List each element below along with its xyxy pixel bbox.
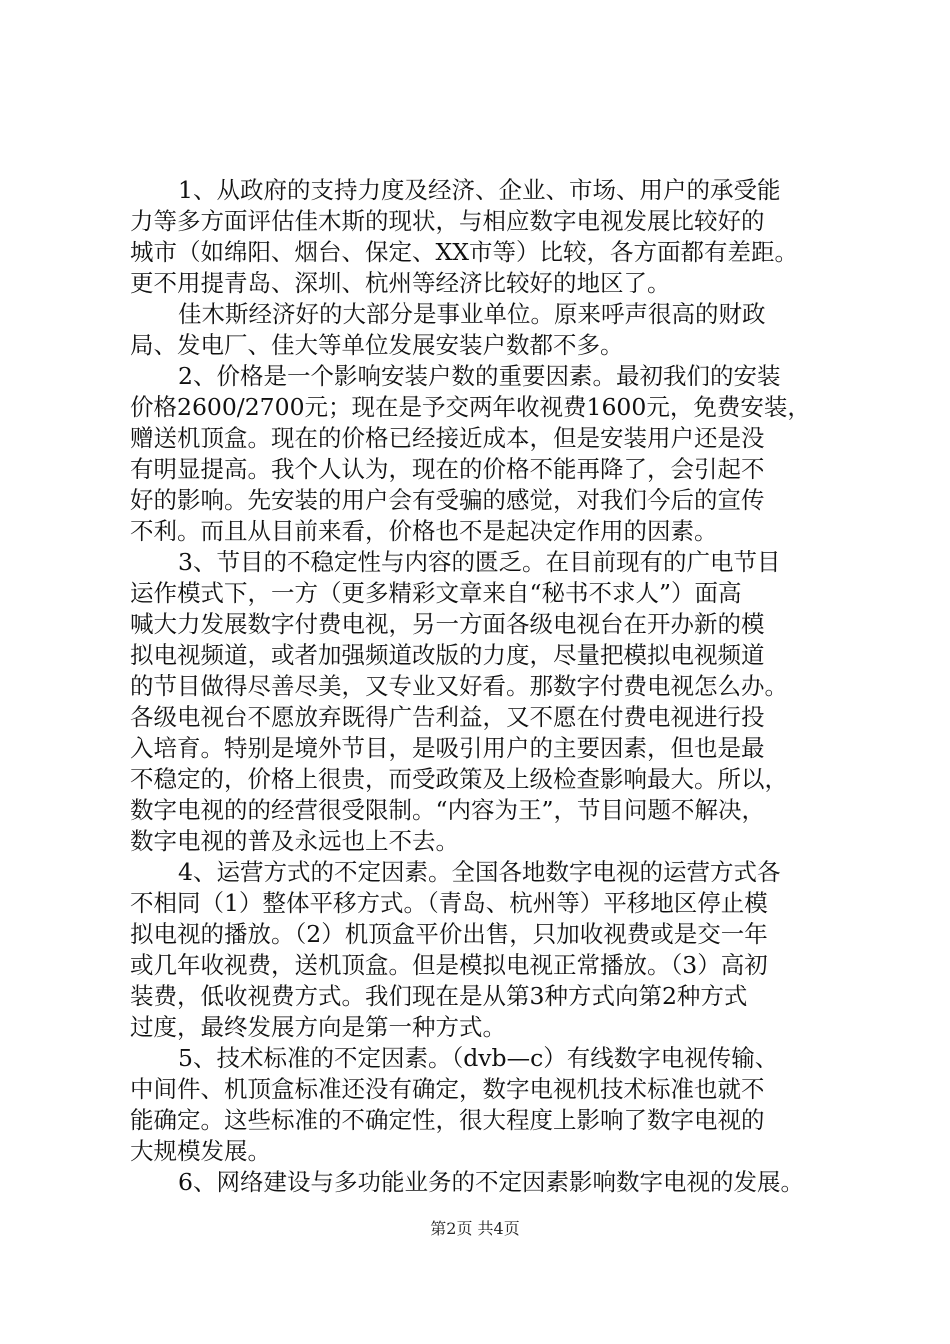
text-line: 4、运营方式的不定因素。全国各地数字电视的运营方式各: [178, 858, 781, 886]
text-line: 局、发电厂、佳大等单位发展安装户数都不多。: [130, 331, 624, 359]
text-line: 过度，最终发展方向是第一种方式。: [130, 1013, 506, 1041]
text-line: 更不用提青岛、深圳、杭州等经济比较好的地区了。: [130, 269, 671, 297]
text-line: 装费，低收视费方式。我们现在是从第3种方式向第2种方式: [130, 982, 748, 1010]
text-line: 的节目做得尽善尽美，又专业又好看。那数字付费电视怎么办。: [130, 672, 788, 700]
text-line: 有明显提高。我个人认为，现在的价格不能再降了，会引起不: [130, 455, 765, 483]
text-line: 佳木斯经济好的大部分是事业单位。原来呼声很高的财政: [178, 300, 766, 328]
text-line: 不稳定的，价格上很贵，而受政策及上级检查影响最大。所以，: [130, 765, 788, 793]
text-line: 入培育。特别是境外节目，是吸引用户的主要因素，但也是最: [130, 734, 765, 762]
text-line: 能确定。这些标准的不确定性，很大程度上影响了数字电视的: [130, 1106, 765, 1134]
text-line: 好的影响。先安装的用户会有受骗的感觉，对我们今后的宣传: [130, 486, 765, 514]
text-line: 力等多方面评估佳木斯的现状，与相应数字电视发展比较好的: [130, 207, 765, 235]
text-line: 2、价格是一个影响安装户数的重要因素。最初我们的安装: [178, 362, 781, 390]
text-line: 大规模发展。: [130, 1137, 271, 1165]
text-line: 6、网络建设与多功能业务的不定因素影响数字电视的发展。: [178, 1168, 804, 1196]
text-line: 1、从政府的支持力度及经济、企业、市场、用户的承受能: [178, 176, 781, 204]
text-line: 数字电视的普及永远也上不去。: [130, 827, 459, 855]
text-line: 价格2600/2700元；现在是予交两年收视费1600元，免费安装，: [130, 393, 811, 421]
text-line: 拟电视频道，或者加强频道改版的力度，尽量把模拟电视频道: [130, 641, 765, 669]
text-line: 中间件、机顶盒标准还没有确定，数字电视机技术标准也就不: [130, 1075, 765, 1103]
text-line: 或几年收视费，送机顶盒。但是模拟电视正常播放。（3）高初: [130, 951, 768, 979]
text-line: 不利。而且从目前来看，价格也不是起决定作用的因素。: [130, 517, 718, 545]
text-line: 5、技术标准的不定因素。（dvb—c）有线数字电视传输、: [178, 1044, 779, 1072]
text-line: 3、节目的不稳定性与内容的匮乏。在目前现有的广电节目: [178, 548, 781, 576]
text-line: 不相同（1）整体平移方式。（青岛、杭州等）平移地区停止模: [130, 889, 768, 917]
text-line: 运作模式下，一方（更多精彩文章来自“秘书不求人”）面高: [130, 579, 742, 607]
text-line: 拟电视的播放。（2）机顶盒平价出售，只加收视费或是交一年: [130, 920, 768, 948]
text-line: 赠送机顶盒。现在的价格已经接近成本，但是安装用户还是没: [130, 424, 765, 452]
text-line: 数字电视的的经营很受限制。“内容为王”，节目问题不解决，: [130, 796, 766, 824]
text-line: 喊大力发展数字付费电视，另一方面各级电视台在开办新的模: [130, 610, 765, 638]
text-line: 城市（如绵阳、烟台、保定、XX市等）比较，各方面都有差距。: [130, 238, 798, 266]
text-line: 各级电视台不愿放弃既得广告利益，又不愿在付费电视进行投: [130, 703, 765, 731]
page-footer: 第2页 共4页: [430, 1219, 520, 1238]
